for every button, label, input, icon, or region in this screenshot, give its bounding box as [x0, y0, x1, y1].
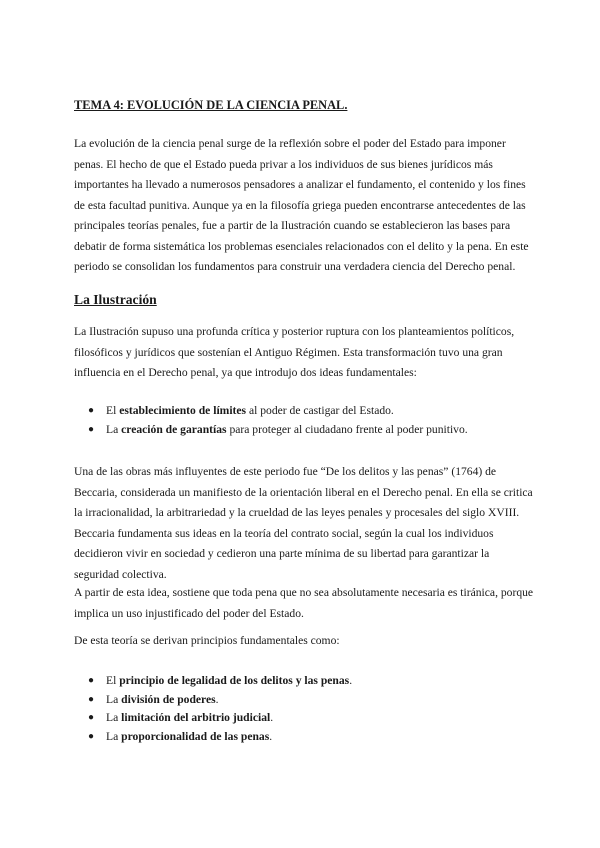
item-bold-text: establecimiento de límites: [119, 404, 247, 417]
item-bold-text: principio de legalidad de los delitos y las penas: [119, 674, 350, 687]
item-text: El: [106, 404, 120, 417]
bullet-icon: ●: [88, 712, 95, 723]
principles-list: [88, 672, 352, 746]
list-item: [88, 728, 352, 747]
section-heading: La Ilustración: [74, 292, 157, 307]
item-text: para proteger al ciudadano frente al poder punitivo.: [226, 422, 468, 436]
principles-intro: De esta teoría se derivan principios fundamentales como:: [74, 634, 340, 647]
item-text: .: [270, 711, 274, 724]
item-text: La: [106, 729, 122, 743]
page-title: TEMA 4: EVOLUCIÓN DE LA CIENCIA PENAL.: [74, 98, 348, 112]
list-item: [88, 672, 352, 691]
item-text: La: [106, 692, 122, 706]
list-item: [88, 709, 352, 728]
item-text: El: [106, 674, 120, 687]
item-text: La: [106, 711, 122, 724]
bullet-icon: ●: [88, 730, 95, 742]
list-item: [88, 421, 468, 440]
section-paragraph: La Ilustración supuso una profunda crítica y posterior ruptura con los planteamientos políticos, filosóficos y jurídicos que sostenían el Antiguo Régimen. Esta transformación tuvo una gran influencia en el Derecho penal, ya que introdujo dos ideas fundamentales:: [74, 325, 515, 379]
intro-paragraph: La evolución de la ciencia penal surge de la reflexión sobre el poder del Estado para imponer penas. El hecho de que el Estado pueda privar a los individuos de sus bienes jurídicos más importantes ha llevado a numerosos pensadores a analizar el fundamento, el contenido y los fines de esta facultad punitiva. Aunque ya en la filosofía griega pueden encontrarse antecedentes de las principales teorías penales, fue a partir de la Ilustración cuando se establecieron las bases para debatir de forma sistemática los problemas esenciales relacionados con el delito y la pena. En este periodo se consolidan los fundamentos para construir una verdadera ciencia del Derecho penal.: [74, 137, 529, 273]
list-item: [88, 402, 468, 421]
bullet-icon: ●: [88, 405, 95, 416]
item-text: al poder de castigar del Estado.: [246, 404, 394, 417]
list-item: [88, 691, 352, 710]
item-text: .: [349, 674, 353, 687]
item-text: .: [215, 692, 219, 706]
item-bold-text: limitación del arbitrio judicial: [121, 711, 271, 724]
tyranny-paragraph: A partir de esta idea, sostiene que toda pena que no sea absolutamente necesaria es tiránica, porque implica un uso injustificado del poder del Estado.: [74, 586, 534, 620]
bullet-icon: ●: [88, 675, 95, 686]
item-bold-text: división de poderes: [121, 692, 216, 706]
bullet-icon: ●: [88, 423, 95, 435]
ideas-list: [88, 402, 468, 439]
beccaria-paragraph: Una de las obras más influyentes de este periodo fue “De los delitos y las penas” (1764) de Beccaria, considerada un manifiesto de la orientación liberal en el Derecho penal. En ella se critica la irracionalidad, la arbitrariedad y la crueldad de las leyes penales y procesales del siglo XVIII. Beccaria fundamenta sus ideas en la teoría del contrato social, según la cual los individuos decidieron vivir en sociedad y cedieron una parte mínima de su libertad para garantizar la seguridad colectiva.: [74, 465, 533, 581]
item-text: La: [106, 422, 122, 436]
item-bold-text: creación de garantías: [121, 422, 227, 436]
item-text: .: [269, 729, 273, 743]
item-bold-text: proporcionalidad de las penas: [121, 729, 270, 743]
bullet-icon: ●: [88, 693, 95, 705]
